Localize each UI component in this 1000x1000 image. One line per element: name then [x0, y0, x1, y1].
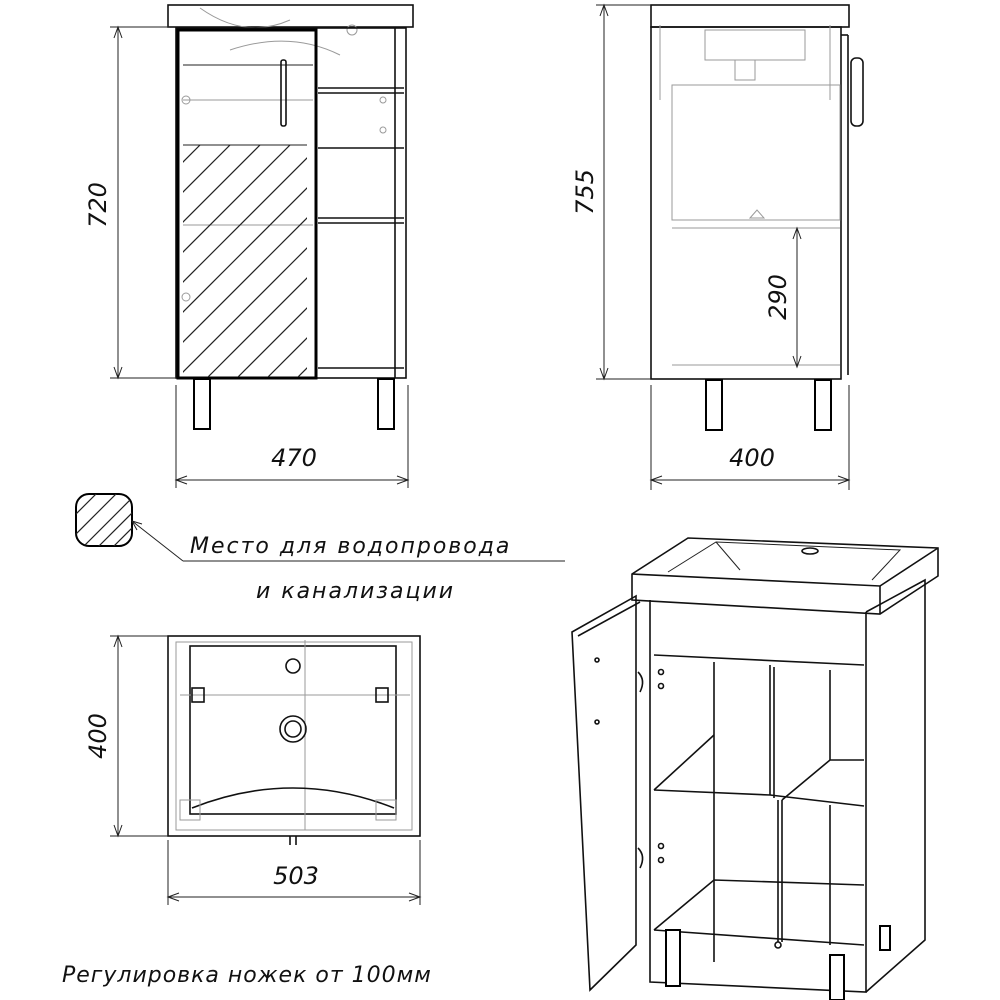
- side-height-label: 755: [571, 169, 599, 215]
- leg-adjustment-note: Регулировка ножек от 100мм: [62, 963, 432, 988]
- front-view: [84, 5, 550, 488]
- side-inner-height-label: 290: [764, 274, 792, 320]
- side-view: [571, 5, 863, 490]
- top-view: [84, 636, 420, 905]
- legend-line-1: Место для водопровода: [190, 534, 512, 559]
- legend-line-2: и канализации: [256, 579, 456, 604]
- front-width-label: 470: [271, 444, 317, 472]
- front-height-label: 720: [84, 182, 112, 228]
- top-width-label: 503: [273, 862, 319, 890]
- isometric-view: [572, 538, 938, 1000]
- top-depth-label: 400: [84, 713, 112, 759]
- plumbing-legend: [60, 480, 565, 604]
- side-depth-label: 400: [729, 444, 775, 472]
